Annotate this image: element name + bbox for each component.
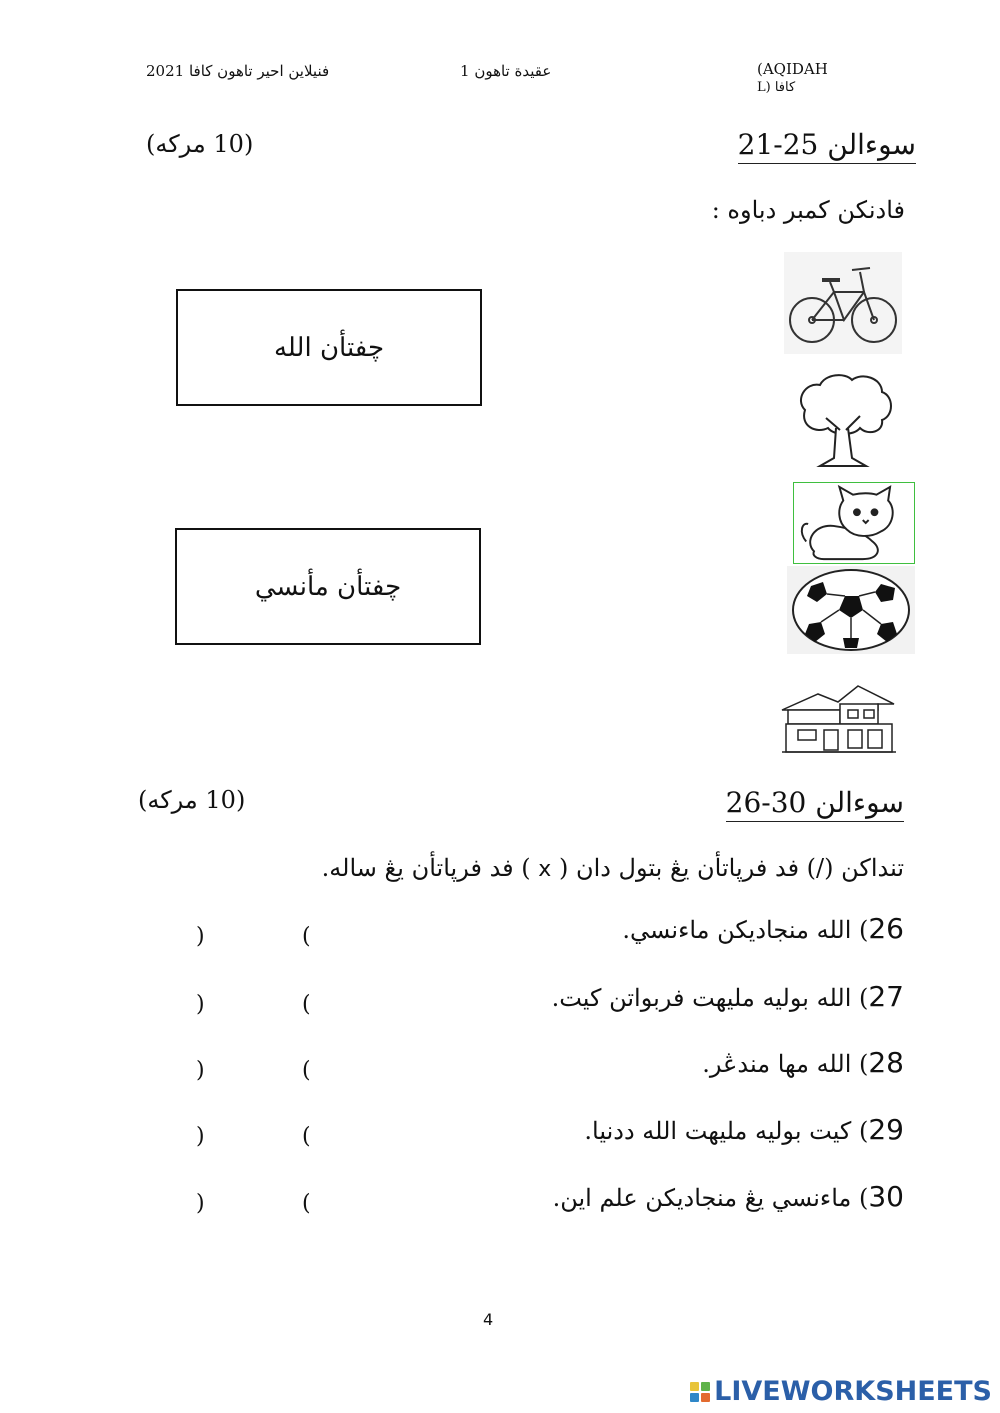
- header-right-line2: كافا (L: [757, 80, 796, 95]
- answer-paren-close: ): [196, 924, 205, 949]
- section2-instruction: [322, 854, 904, 882]
- answer-paren-open: (: [302, 1058, 311, 1083]
- bicycle-icon[interactable]: [784, 252, 902, 354]
- answer-paren-open: (: [302, 992, 311, 1017]
- header-right-line1: (AQIDAH: [757, 60, 828, 78]
- answer-paren-close: ): [196, 1124, 205, 1149]
- question-27: [552, 980, 904, 1013]
- question-number: 28: [868, 1046, 904, 1079]
- question-29: [584, 1113, 904, 1146]
- instruction-part1: تنداكن (/) فد فرڽاتأن يڠ بتول دان (: [558, 854, 904, 882]
- header-center: عقيدة تاهون 1: [460, 62, 552, 80]
- section1-marks: (10 مركه): [146, 130, 254, 158]
- house-icon[interactable]: [778, 680, 898, 754]
- question-number: 26: [868, 912, 904, 945]
- question-28: [702, 1046, 904, 1079]
- drop-box-label: چفتأن الله: [273, 332, 385, 363]
- question-number: 30: [868, 1180, 904, 1213]
- tree-icon[interactable]: [790, 370, 896, 470]
- drop-box-label: چفتأن مأنسي: [254, 571, 402, 602]
- answer-field-28[interactable]: [212, 1056, 298, 1086]
- drop-box-allah-creation[interactable]: [176, 289, 482, 406]
- drop-box-human-creation[interactable]: [175, 528, 481, 645]
- question-30: [553, 1180, 904, 1213]
- answer-field-26[interactable]: [212, 922, 298, 952]
- question-text: ) الله بوليه مليهت فربواتن كيت.: [551, 984, 869, 1012]
- answer-paren-open: (: [302, 1191, 311, 1216]
- answer-paren-open: (: [302, 1124, 311, 1149]
- answer-field-27[interactable]: [212, 990, 298, 1020]
- section2-title: سوءالن 30-26: [726, 786, 904, 822]
- answer-paren-close: ): [196, 1058, 205, 1083]
- question-text: ) الله مها مندڠر.: [702, 1050, 869, 1078]
- question-number: 29: [868, 1113, 904, 1146]
- answer-field-30[interactable]: [212, 1189, 298, 1219]
- question-text: ) كيت بوليه مليهت الله ددنيا.: [584, 1117, 869, 1145]
- football-icon[interactable]: [787, 566, 915, 654]
- question-text: ) ماءنسي يڠ منجاديكن علم اين.: [552, 1184, 869, 1212]
- liveworksheets-brand[interactable]: [690, 1376, 992, 1407]
- answer-field-29[interactable]: [212, 1122, 298, 1152]
- liveworksheets-logo-icon: [690, 1382, 710, 1402]
- section2-marks: (10 مركه): [138, 786, 246, 814]
- section1-instruction: فادنكن كمبر دباوه :: [711, 196, 905, 224]
- section1-title: سوءالن 25-21: [738, 128, 916, 164]
- answer-paren-open: (: [302, 924, 311, 949]
- answer-paren-close: ): [196, 992, 205, 1017]
- question-number: 27: [868, 980, 904, 1013]
- instruction-x-mark: x: [538, 857, 552, 882]
- question-text: ) الله منجاديكن ماءنسي.: [622, 916, 869, 944]
- answer-paren-close: ): [196, 1191, 205, 1216]
- instruction-part2: ) فد فرڽاتأن يڠ ساله.: [321, 854, 531, 882]
- question-26: [622, 912, 904, 945]
- brand-text: LIVEWORKSHEETS: [714, 1376, 992, 1407]
- page-number: 4: [483, 1310, 494, 1329]
- header-left: فنيلاين احير تاهون كافا 2021: [146, 62, 330, 80]
- cat-icon[interactable]: [793, 482, 915, 564]
